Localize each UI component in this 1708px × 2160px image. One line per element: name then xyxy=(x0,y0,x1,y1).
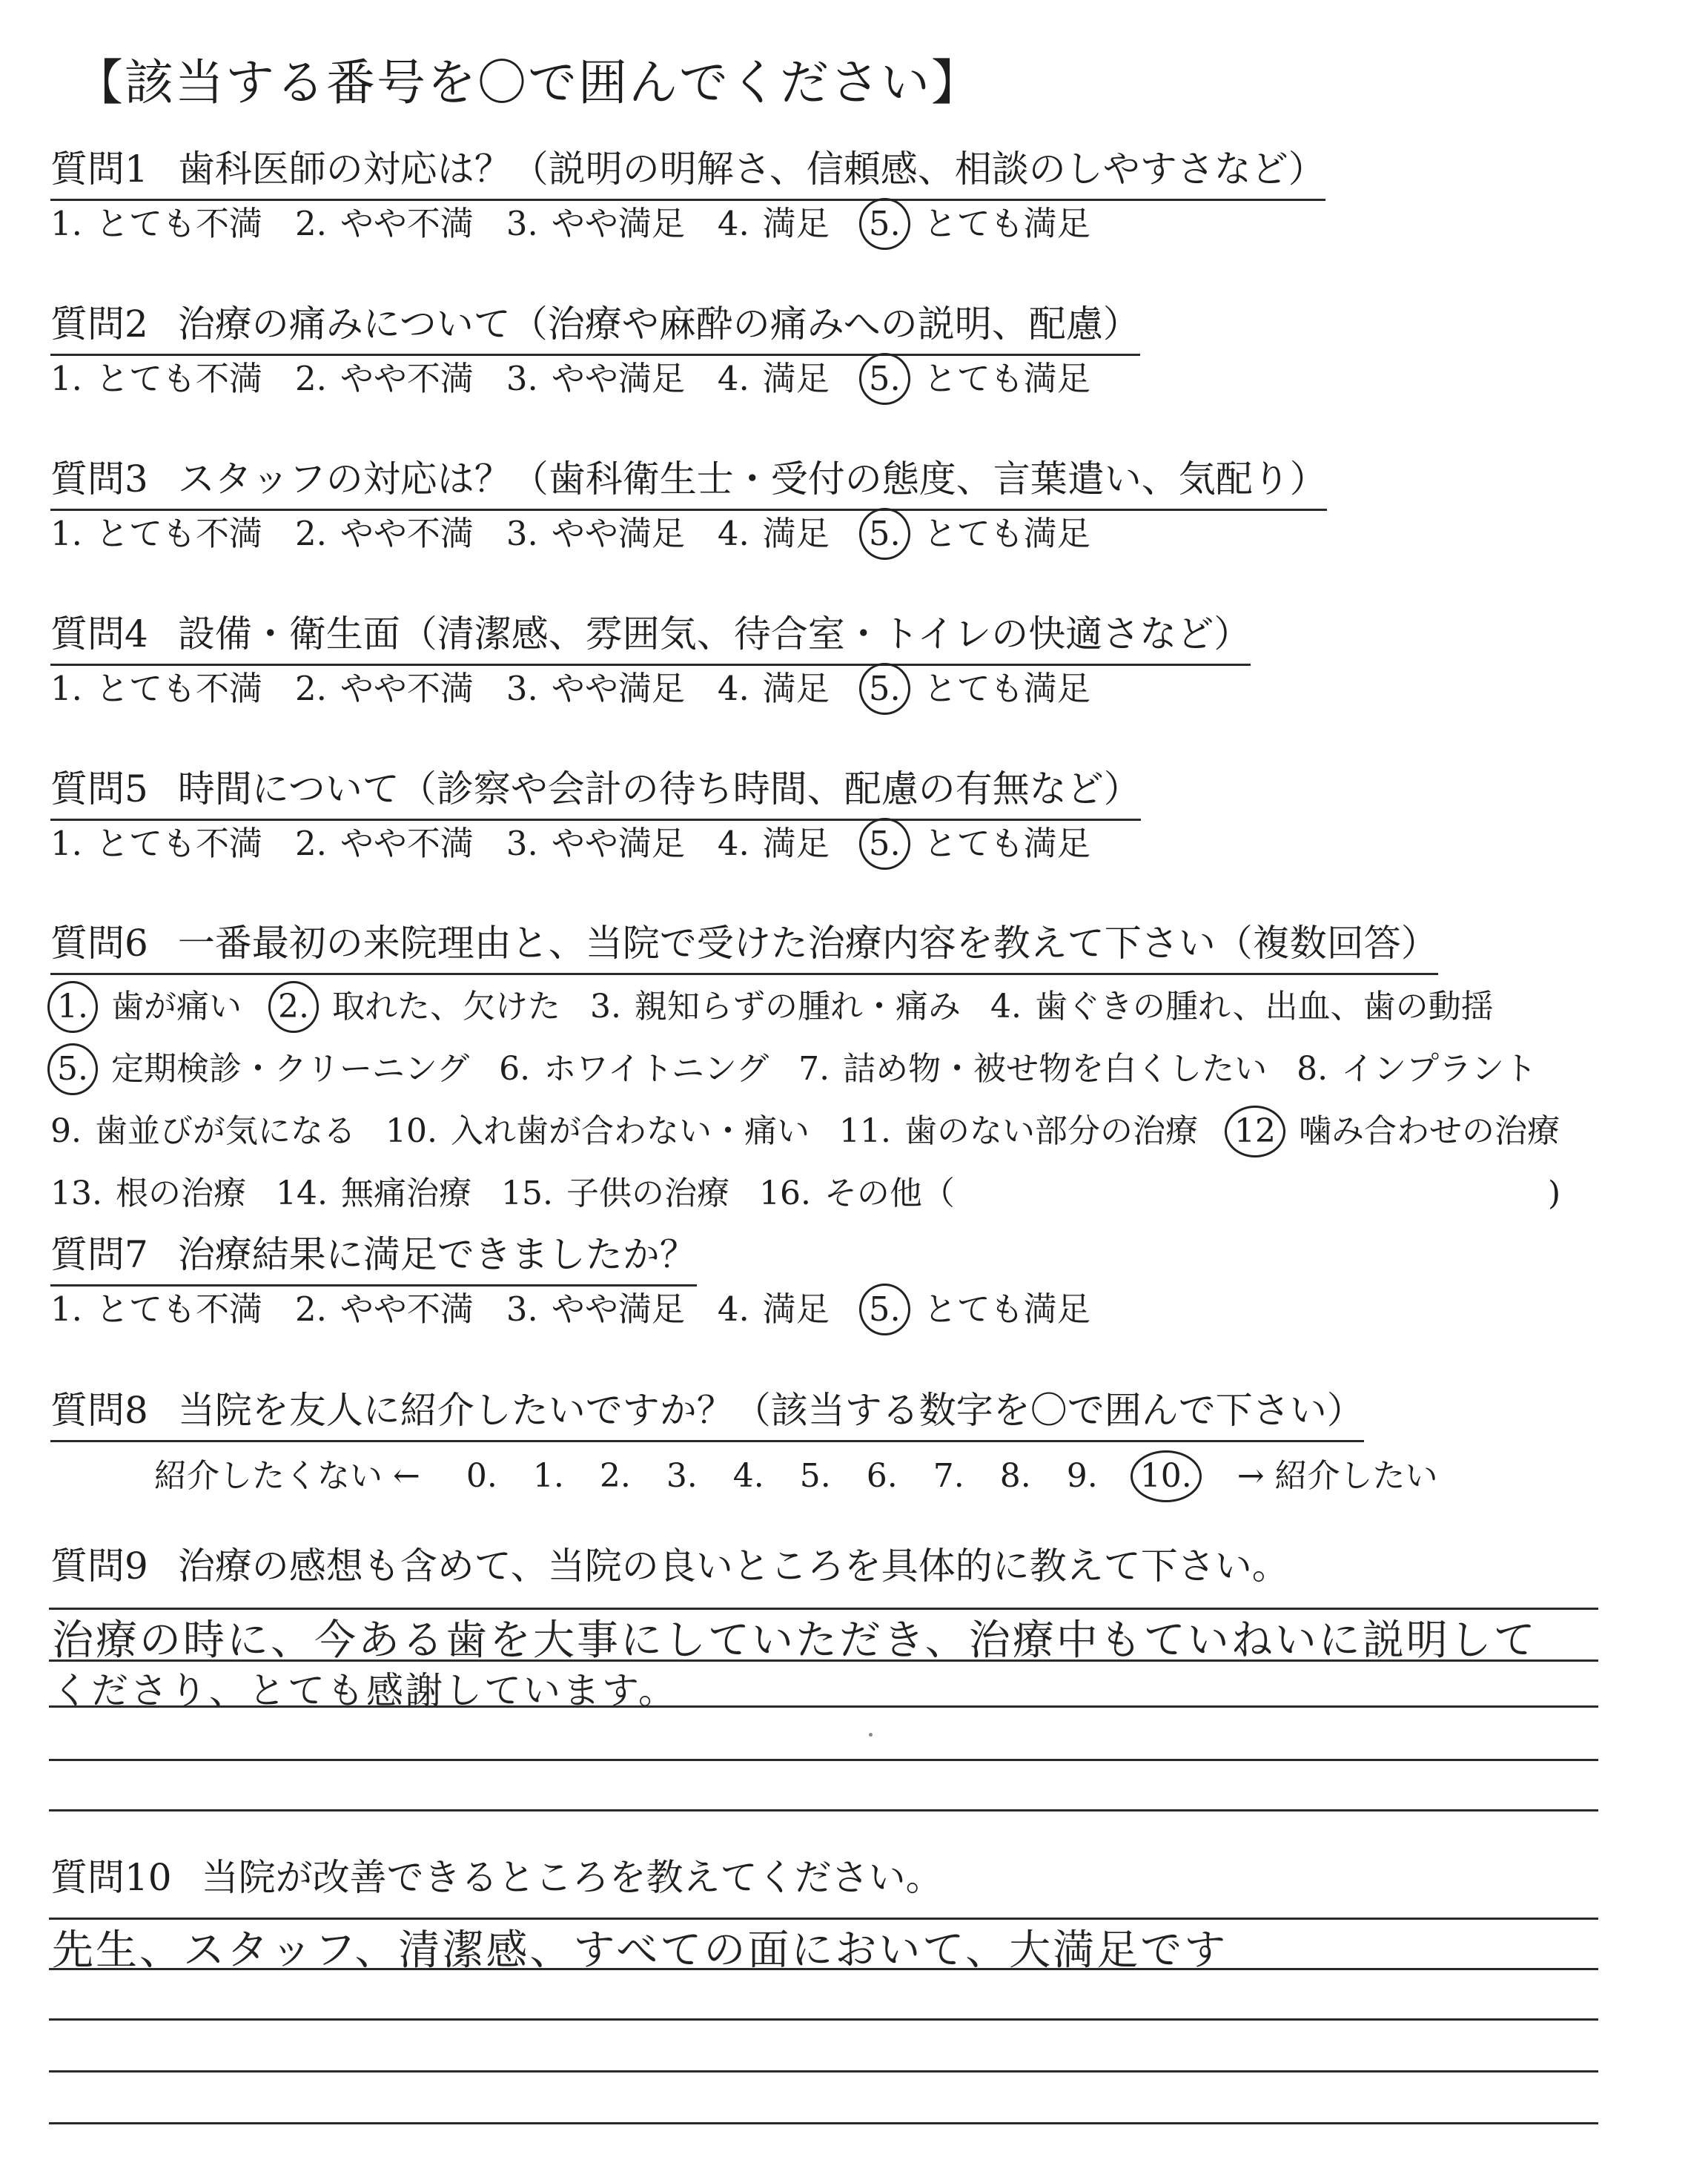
option-number: 1. xyxy=(50,669,82,708)
option-label: とても不満 xyxy=(95,1289,262,1329)
option-label: やや満足 xyxy=(551,824,685,863)
option-number: 8. xyxy=(1297,1050,1328,1088)
rating-option[interactable] xyxy=(295,667,474,711)
question-8 xyxy=(50,1387,1607,1542)
answer-line xyxy=(49,2122,1598,2124)
circled-scale-value[interactable]: 10. xyxy=(1131,1450,1202,1502)
rating-options xyxy=(50,202,1123,246)
rating-option[interactable] xyxy=(50,202,262,246)
question-title xyxy=(50,1387,1364,1442)
question-text: 治療の感想も含めて、当院の良いところを具体的に教えて下さい。 xyxy=(177,1545,1289,1588)
circled-option-number: 5. xyxy=(859,1284,910,1335)
option-number: 3. xyxy=(506,824,538,863)
option-label: 親知らずの腫れ・痛み xyxy=(634,988,961,1025)
question-number: 質問10 xyxy=(50,1856,172,1899)
option-label: 満足 xyxy=(762,359,830,398)
option-number: 2. xyxy=(294,669,327,708)
option-label: とても満足 xyxy=(923,204,1090,243)
question-1 xyxy=(50,145,1607,301)
option-number: 7. xyxy=(798,1050,830,1088)
option-label: 子供の治療 xyxy=(566,1175,729,1212)
question-text: 治療結果に満足できましたか？ xyxy=(177,1233,697,1276)
page-title: 【該当する番号を〇で囲んでください】 xyxy=(74,54,982,111)
question-number: 質問1 xyxy=(50,148,148,191)
question-text: スタッフの対応は？（歯科衛生士・受付の態度、言葉遣い、気配り） xyxy=(177,458,1327,501)
option-label: とても不満 xyxy=(95,824,262,863)
option-label: とても満足 xyxy=(923,514,1090,553)
option-label: とても満足 xyxy=(923,824,1090,863)
option-label: 満足 xyxy=(762,514,830,553)
treatment-option[interactable] xyxy=(1228,1100,1560,1163)
scale-value[interactable]: 8. xyxy=(999,1457,1031,1495)
rating-option[interactable] xyxy=(718,667,830,711)
question-number: 質問6 xyxy=(50,922,148,965)
option-label: とても不満 xyxy=(95,204,262,243)
rating-option[interactable] xyxy=(50,822,262,866)
scale-value[interactable]: 5. xyxy=(799,1457,831,1495)
question-number: 質問4 xyxy=(50,612,148,655)
question-title xyxy=(50,610,1251,666)
treatment-option[interactable] xyxy=(50,1163,246,1225)
rating-option[interactable] xyxy=(506,357,685,401)
question-text: 治療の痛みについて（治療や麻酔の痛みへの説明、配慮） xyxy=(177,303,1140,346)
treatment-option[interactable] xyxy=(50,1100,356,1163)
answer-line xyxy=(49,2018,1598,2021)
option-number: 2. xyxy=(294,1289,327,1329)
rating-option[interactable] xyxy=(295,512,474,556)
rating-option[interactable] xyxy=(295,202,474,246)
option-number: 4. xyxy=(717,359,749,398)
scale-value[interactable]: 7. xyxy=(933,1457,964,1495)
option-number: 2. xyxy=(294,204,327,243)
option-label: 入れ歯が合わない・痛い xyxy=(450,1112,810,1150)
option-label: やや不満 xyxy=(340,669,474,708)
question-text: 一番最初の来院理由と、当院で受けた治療内容を教えて下さい（複数回答） xyxy=(177,922,1438,965)
option-number: 14. xyxy=(275,1175,328,1212)
question-number: 質問9 xyxy=(50,1545,148,1588)
question-text: 設備・衛生面（清潔感、雰囲気、待合室・トイレの快適さなど） xyxy=(177,612,1251,655)
option-label: 歯ぐきの腫れ、出血、歯の動揺 xyxy=(1034,988,1494,1025)
rating-option[interactable] xyxy=(50,512,262,556)
close-paren: ) xyxy=(1547,1175,1561,1212)
option-label: やや不満 xyxy=(340,204,474,243)
option-number: 4. xyxy=(717,1289,749,1329)
question-number: 質問3 xyxy=(50,458,148,501)
option-number: 3. xyxy=(506,204,538,243)
question-title xyxy=(50,1542,1289,1596)
option-number: 1. xyxy=(50,1289,82,1329)
rating-option[interactable] xyxy=(862,822,1090,866)
option-label: 歯のない部分の治療 xyxy=(904,1112,1198,1150)
option-label: ホワイトニング xyxy=(543,1050,769,1088)
option-label: 取れた、欠けた xyxy=(331,988,560,1025)
referral-scale xyxy=(154,1449,1474,1498)
answer-line xyxy=(49,1759,1598,1761)
circled-option-number: 5. xyxy=(859,508,910,560)
answer-line xyxy=(49,1809,1598,1811)
circled-option-number: 5. xyxy=(47,1043,98,1095)
rating-option[interactable] xyxy=(862,512,1090,556)
question-number: 質問8 xyxy=(50,1389,148,1432)
option-label: インプラント xyxy=(1341,1050,1537,1088)
option-label: やや満足 xyxy=(551,1289,685,1329)
treatment-option[interactable] xyxy=(798,1038,1267,1100)
rating-option[interactable] xyxy=(718,1287,830,1332)
rating-option[interactable] xyxy=(50,667,262,711)
treatment-option[interactable] xyxy=(759,1163,955,1225)
rating-option[interactable] xyxy=(718,822,830,866)
option-label: 歯が痛い xyxy=(110,988,242,1025)
circled-option-number: 5. xyxy=(859,198,910,250)
scale-value[interactable]: 9. xyxy=(1066,1457,1098,1495)
option-number: 1. xyxy=(50,204,82,243)
option-label: とても満足 xyxy=(923,1289,1090,1329)
option-label: 歯並びが気になる xyxy=(94,1112,356,1150)
circled-option-number: 2. xyxy=(268,981,319,1033)
option-label: とても不満 xyxy=(95,514,262,553)
option-number: 1. xyxy=(50,824,82,863)
question-title xyxy=(50,455,1327,511)
rating-option[interactable] xyxy=(506,822,685,866)
question-2 xyxy=(50,300,1607,456)
option-number: 2. xyxy=(294,514,327,553)
option-number: 16. xyxy=(758,1175,811,1212)
scale-left-label: 紹介したくない ← xyxy=(154,1457,420,1495)
question-title xyxy=(50,919,1438,975)
ink-dot xyxy=(869,1733,873,1737)
question-title xyxy=(50,765,1141,821)
rating-option[interactable] xyxy=(506,667,685,711)
circled-option-number: 1. xyxy=(47,981,98,1033)
question-title xyxy=(50,145,1325,201)
question-3 xyxy=(50,455,1607,611)
option-label: 満足 xyxy=(762,669,830,708)
option-label: とても満足 xyxy=(923,669,1090,708)
option-label: 無痛治療 xyxy=(340,1175,471,1212)
question-title xyxy=(50,1854,943,1907)
circled-option-number: 5. xyxy=(859,818,910,870)
option-label: その他（ xyxy=(824,1175,955,1212)
option-number: 4. xyxy=(717,204,749,243)
handwritten-answer-line-1: 治療の時に、今ある歯を大事にしていただき、治療中もていねいに説明して xyxy=(52,1616,1537,1665)
question-7 xyxy=(50,1231,1607,1387)
option-number: 2. xyxy=(294,359,327,398)
treatment-option[interactable] xyxy=(50,976,242,1038)
scale-value[interactable]: 4. xyxy=(732,1457,764,1495)
scale-value[interactable]: 1. xyxy=(532,1457,564,1495)
scale-value[interactable]: 0. xyxy=(466,1457,497,1495)
option-number: 3. xyxy=(506,359,538,398)
rating-options xyxy=(50,822,1123,866)
treatment-option[interactable] xyxy=(990,976,1494,1038)
scale-value[interactable]: 3. xyxy=(666,1457,698,1495)
scale-right-label: → 紹介したい xyxy=(1237,1457,1438,1495)
question-6 xyxy=(50,919,1607,1212)
option-label: やや不満 xyxy=(340,824,474,863)
option-number: 2. xyxy=(294,824,327,863)
question-number: 質問5 xyxy=(50,767,148,810)
rating-option[interactable] xyxy=(862,1287,1090,1332)
rating-option[interactable] xyxy=(295,357,474,401)
question-text: 当院が改善できるところを教えてください。 xyxy=(201,1856,943,1899)
option-label: やや不満 xyxy=(340,514,474,553)
option-number: 9. xyxy=(50,1112,82,1150)
rating-option[interactable] xyxy=(862,667,1090,711)
circled-option-number: 5. xyxy=(859,663,910,715)
option-number: 4. xyxy=(717,514,749,553)
rating-option[interactable] xyxy=(718,512,830,556)
rating-option[interactable] xyxy=(862,357,1090,401)
rating-option[interactable] xyxy=(295,1287,474,1332)
question-text: 当院を友人に紹介したいですか？（該当する数字を〇で囲んで下さい） xyxy=(177,1389,1364,1432)
option-number: 4. xyxy=(717,669,749,708)
question-text: 歯科医師の対応は？（説明の明解さ、信頼感、相談のしやすさなど） xyxy=(177,148,1325,191)
rating-options xyxy=(50,1287,1123,1332)
option-label: やや満足 xyxy=(551,359,685,398)
question-5 xyxy=(50,765,1607,921)
option-label: やや不満 xyxy=(340,1289,474,1329)
treatment-option[interactable] xyxy=(590,976,961,1038)
circled-option-number: 5. xyxy=(859,353,910,405)
treatment-option[interactable] xyxy=(839,1100,1198,1163)
option-label: やや不満 xyxy=(340,359,474,398)
treatment-options xyxy=(50,976,1666,1225)
rating-option[interactable] xyxy=(718,202,830,246)
option-number: 4. xyxy=(717,824,749,863)
option-label: 満足 xyxy=(762,204,830,243)
option-label: 満足 xyxy=(762,1289,830,1329)
option-number: 3. xyxy=(506,669,538,708)
option-label: やや満足 xyxy=(551,204,685,243)
option-number: 15. xyxy=(500,1175,553,1212)
option-label: 根の治療 xyxy=(115,1175,246,1212)
question-4 xyxy=(50,610,1607,766)
treatment-option[interactable] xyxy=(499,1038,769,1100)
answer-line xyxy=(49,2070,1598,2073)
question-number: 質問7 xyxy=(50,1233,148,1276)
handwritten-answer-line-1: 先生、スタッフ、清潔感、すべての面において、大満足です xyxy=(52,1926,1228,1975)
rating-option[interactable] xyxy=(506,202,685,246)
option-number: 3. xyxy=(589,988,621,1025)
rating-option[interactable] xyxy=(862,202,1090,246)
option-number: 6. xyxy=(499,1050,531,1088)
treatment-option[interactable] xyxy=(50,1038,469,1100)
question-number: 質問2 xyxy=(50,303,148,346)
handwritten-answer-line-2: くださり、とても感謝しています。 xyxy=(52,1669,678,1712)
scale-value[interactable]: 6. xyxy=(866,1457,898,1495)
rating-option[interactable] xyxy=(718,357,830,401)
rating-option[interactable] xyxy=(50,1287,262,1332)
treatment-option[interactable] xyxy=(271,976,560,1038)
option-label: 定期検診・クリーニング xyxy=(110,1050,470,1088)
option-label: やや満足 xyxy=(551,514,685,553)
treatment-option[interactable] xyxy=(385,1100,810,1163)
option-number: 3. xyxy=(506,1289,538,1329)
option-number: 4. xyxy=(990,988,1022,1025)
option-label: 満足 xyxy=(762,824,830,863)
rating-options xyxy=(50,667,1123,711)
option-label: とても不満 xyxy=(95,669,262,708)
rating-options xyxy=(50,357,1123,401)
scale-value[interactable]: 2. xyxy=(599,1457,631,1495)
option-label: 詰め物・被せ物を白くしたい xyxy=(843,1050,1268,1088)
treatment-option[interactable] xyxy=(276,1163,471,1225)
rating-options xyxy=(50,512,1123,556)
option-number: 10. xyxy=(385,1112,437,1150)
question-title xyxy=(50,300,1140,356)
rating-option[interactable] xyxy=(50,357,262,401)
rating-option[interactable] xyxy=(506,1287,685,1332)
rating-option[interactable] xyxy=(506,512,685,556)
question-title xyxy=(50,1231,697,1287)
rating-option[interactable] xyxy=(295,822,474,866)
option-label: とても満足 xyxy=(923,359,1090,398)
option-number: 3. xyxy=(506,514,538,553)
option-number: 11. xyxy=(838,1112,891,1150)
option-number: 1. xyxy=(50,514,82,553)
option-label: とても不満 xyxy=(95,359,262,398)
option-label: 噛み合わせの治療 xyxy=(1298,1112,1560,1150)
question-text: 時間について（診察や会計の待ち時間、配慮の有無など） xyxy=(177,767,1141,810)
circled-option-number: 12 xyxy=(1225,1106,1285,1157)
treatment-option[interactable] xyxy=(501,1163,729,1225)
option-label: やや満足 xyxy=(551,669,685,708)
option-number: 1. xyxy=(50,359,82,398)
treatment-option[interactable] xyxy=(1297,1038,1537,1100)
option-number: 13. xyxy=(50,1175,102,1212)
